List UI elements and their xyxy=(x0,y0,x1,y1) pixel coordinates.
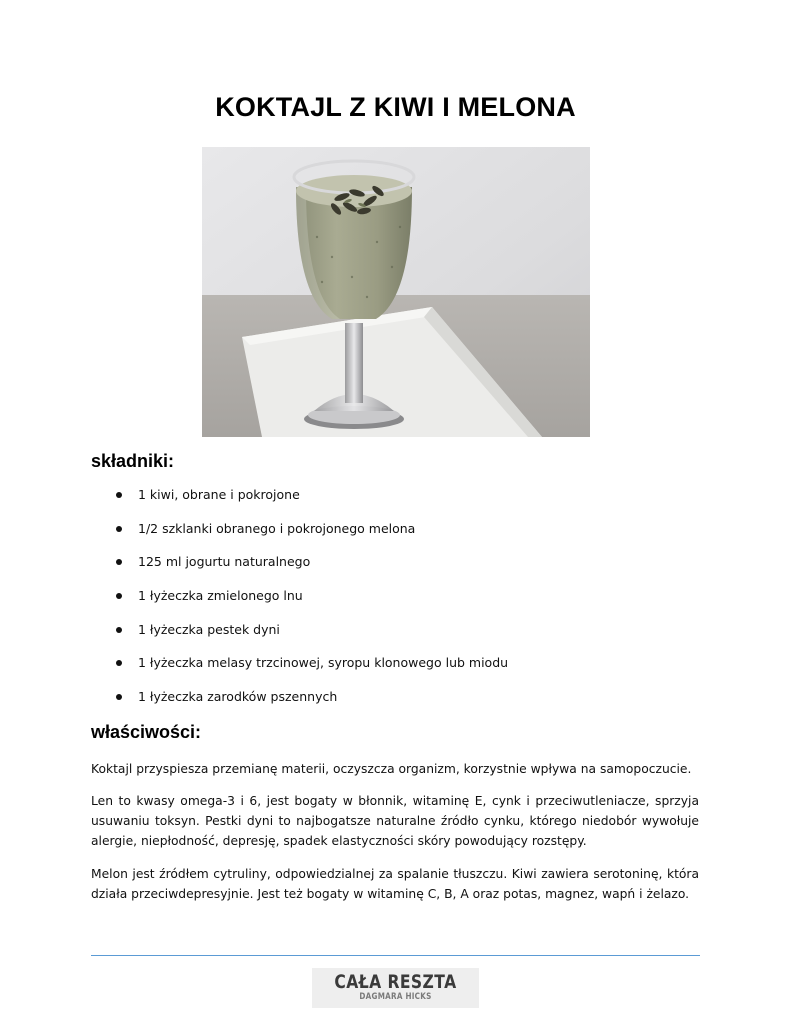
list-item xyxy=(114,620,714,654)
ingredients-list xyxy=(114,485,714,721)
bullet-icon xyxy=(116,492,122,498)
bullet-icon xyxy=(116,593,122,599)
properties-paragraph: Koktajl przyspiesza przemianę materii, oczyszcza organizm, korzystnie wpływa na samopoczucie. xyxy=(91,762,692,776)
properties-paragraph: Len to kwasy omega-3 i 6, jest bogaty w błonnik, witaminę E, cynk i przeciwutleniacze, sprzyja usuwaniu toksyn. Pestki dyni to najbogatsze naturalne źródło cynku, którego niedobór wywołuje alergie, niepłodność, depresję, spadek elastyczności skóry powodujący rozstępy. xyxy=(91,794,699,848)
list-item xyxy=(114,687,714,721)
bullet-icon xyxy=(116,694,122,700)
ingredients-heading: składniki: xyxy=(91,451,175,471)
logo-main-text: CAŁA RESZTA xyxy=(334,971,457,993)
logo-sub-text: DAGMARA HICKS xyxy=(359,992,432,1002)
properties-heading: właściwości: xyxy=(91,722,202,742)
ingredient-text: 125 ml jogurtu naturalnego xyxy=(138,554,311,570)
smoothie-glass-photo xyxy=(202,147,590,437)
list-item xyxy=(114,586,714,620)
properties-paragraph: Melon jest źródłem cytruliny, odpowiedzialnej za spalanie tłuszczu. Kiwi zawiera serotoninę, która działa przeciwdepresyjnie. Jest też bogaty w witaminę C, B, A oraz potas, magnez, wapń i żelazo. xyxy=(91,867,699,901)
ingredient-text: 1 kiwi, obrane i pokrojone xyxy=(138,487,300,502)
page-title: KOKTAJL Z KIWI I MELONA xyxy=(215,92,576,122)
list-item xyxy=(114,485,714,519)
list-item xyxy=(114,653,714,687)
ingredient-text: 1 łyżeczka zarodków pszennych xyxy=(138,689,338,705)
bullet-icon xyxy=(116,627,122,633)
ingredient-text: 1/2 szklanki obranego i pokrojonego melona xyxy=(138,520,416,536)
bullet-icon xyxy=(116,526,122,532)
list-item xyxy=(114,519,714,553)
bullet-icon xyxy=(116,660,122,666)
ingredient-text: 1 łyżeczka zmielonego lnu xyxy=(138,588,303,604)
list-item xyxy=(114,552,714,586)
bullet-icon xyxy=(116,559,122,565)
footer-divider xyxy=(91,955,700,956)
footer-logo xyxy=(312,968,479,1008)
ingredient-text: 1 łyżeczka pestek dyni xyxy=(138,621,280,637)
ingredient-text: 1 łyżeczka melasy trzcinowej, syropu klonowego lub miodu xyxy=(138,655,509,671)
